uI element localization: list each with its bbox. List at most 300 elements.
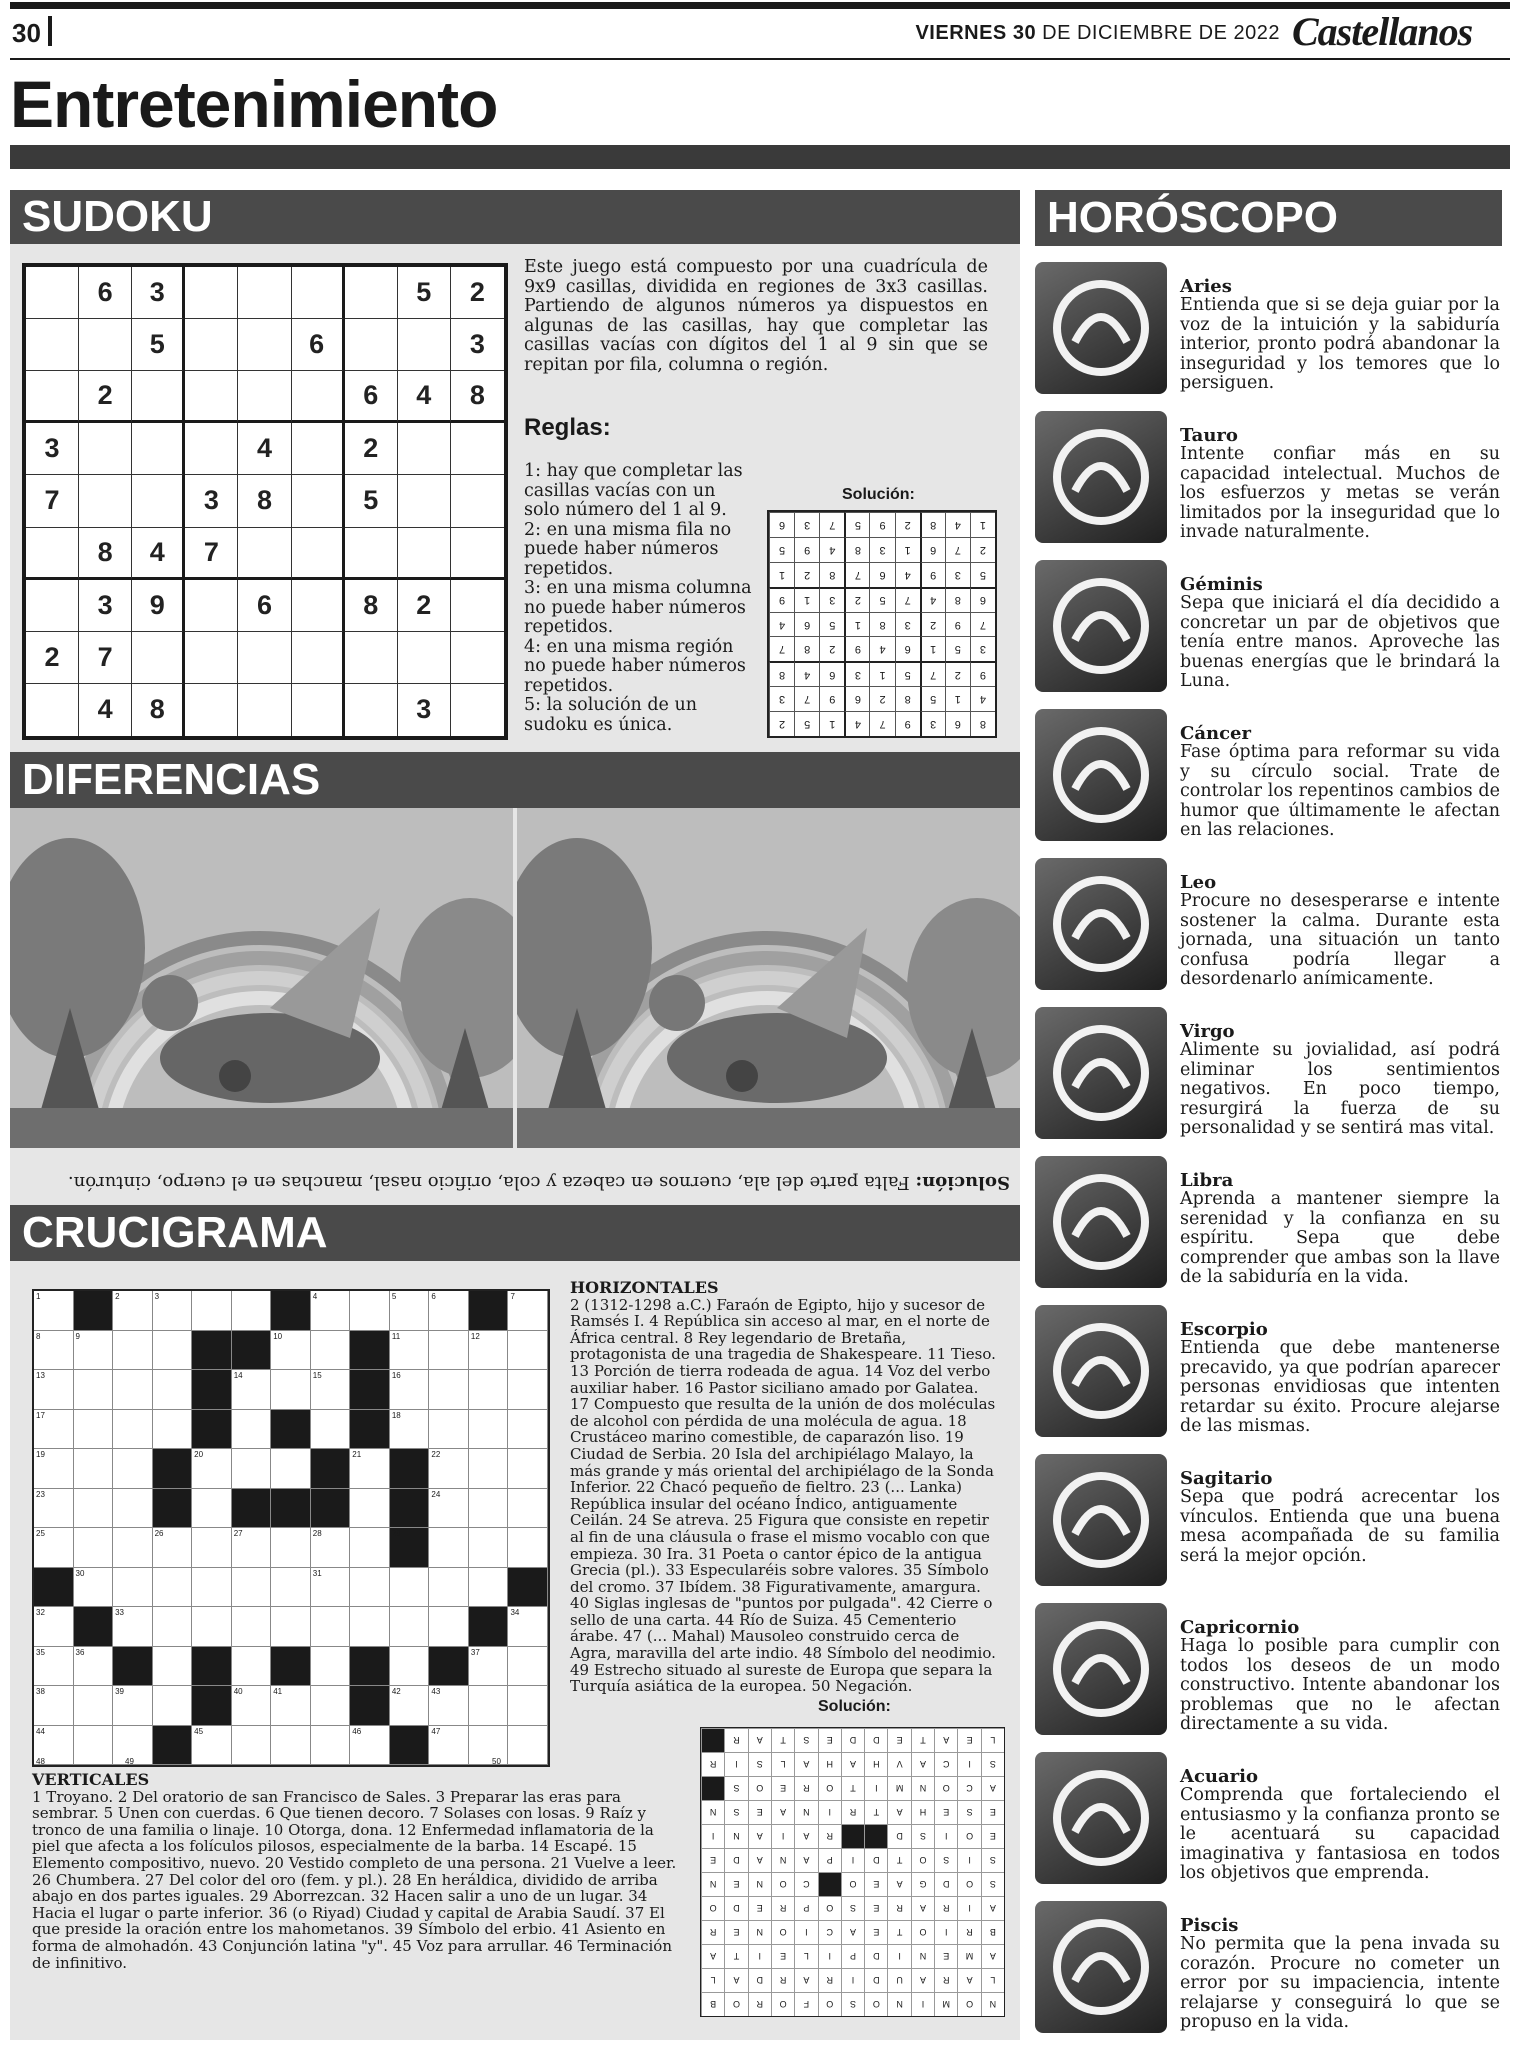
crossword-cell (74, 1528, 114, 1568)
crossword-cell (429, 1568, 469, 1608)
crossword-cell (469, 1331, 509, 1371)
crossword-black-cell (350, 1686, 390, 1726)
crossword-black-cell (350, 1647, 390, 1687)
rule-item: 1: hay que completar las casillas vacías con un solo número del 1 al 9. (524, 461, 743, 520)
crossword-solution-cell: I (934, 1824, 957, 1848)
crossword-solution-cell: I (887, 1944, 910, 1968)
crossword-cell (74, 1489, 114, 1529)
crossword-solution-cell: E (887, 1728, 910, 1752)
horoscope-sign-text: Comprenda que fortaleciendo el entusiasmo y la confianza pronto se le acentuará su capacidad imaginativa y fantasiosa en todos los objetivos que emprenda. (1180, 1785, 1500, 1883)
crossword-solution-cell: E (748, 1896, 771, 1920)
crossword-clue-number: 22 (431, 1450, 441, 1459)
sudoku-cell (26, 267, 79, 319)
sudoku-solution-cell: 7 (869, 711, 894, 736)
crossword-clue-number: 2 (115, 1292, 120, 1301)
sudoku-solution-cell: 9 (794, 537, 819, 562)
crossword-solution-cell: I (957, 1848, 980, 1872)
crossword-cell (390, 1686, 430, 1726)
crossword-cell (271, 1449, 311, 1489)
dateline: VIERNES 30 DE DICIEMBRE DE 2022 (915, 22, 1280, 44)
geminis-icon (1035, 560, 1167, 692)
sudoku-cell: 3 (26, 423, 79, 475)
crossword-black-cell (508, 1568, 548, 1608)
crossword-cell (508, 1410, 548, 1450)
sudoku-solution-cell: 8 (844, 537, 869, 562)
crossword-solution-cell: E (981, 1800, 1004, 1824)
crossword-cell (429, 1410, 469, 1450)
crossword-solution-cell (701, 1776, 724, 1800)
crossword-clue-number: 9 (75, 1331, 80, 1341)
crossword-solution-cell: E (981, 1824, 1004, 1848)
crossword-solution-cell: R (771, 1968, 794, 1992)
crossword-solution-cell: P (818, 1848, 841, 1872)
crossword-cell (390, 1607, 430, 1647)
sudoku-solution-cell: 6 (895, 636, 920, 661)
crossword-solution-cell: B (701, 1992, 724, 2016)
crossword-solution-cell: M (934, 1992, 957, 2016)
sudoku-solution-cell: 7 (794, 686, 819, 711)
crossword-solution-cell: E (934, 1800, 957, 1824)
crossword-cell (429, 1528, 469, 1568)
sudoku-cell (451, 632, 504, 684)
crossword-solution-cell: R (934, 1896, 957, 1920)
libra-icon (1035, 1156, 1167, 1288)
header-rule (10, 58, 1510, 60)
sudoku-solution-cell: 6 (869, 562, 894, 587)
crossword-solution-cell: E (818, 1728, 841, 1752)
crossword-cell (508, 1726, 548, 1766)
crossword-cell (74, 1647, 114, 1687)
crossword-clue-number: 32 (36, 1608, 45, 1617)
sudoku-solution-cell: 8 (794, 636, 819, 661)
sudoku-cell (451, 475, 504, 527)
sudoku-cell (238, 371, 291, 423)
sudoku-solution-cell: 8 (920, 512, 945, 537)
sudoku-cell (345, 684, 398, 736)
sudoku-cell (398, 632, 451, 684)
crossword-clue-number: 10 (273, 1331, 283, 1341)
crossword-clue-number: 41 (273, 1687, 283, 1696)
crossword-solution-cell: I (934, 1920, 957, 1944)
crossword-cell (508, 1528, 548, 1568)
sudoku-cell (345, 632, 398, 684)
crossword-clue-number: 20 (194, 1450, 204, 1459)
sudoku-solution-cell: 5 (794, 711, 819, 736)
sudoku-cell (185, 580, 238, 632)
crossword-cell (390, 1647, 430, 1687)
sudoku-solution-cell: 9 (945, 612, 970, 637)
crossword-cell (350, 1489, 390, 1529)
verticales-clues: 1 Troyano. 2 Del oratorio de san Francisco de Sales. 3 Preparar las eras para sembrar. 5 Unen con cuerdas. 6 Que tienen decoro. 7 Solases con losas. 9 Raíz y tronco de una familia o linaje. 10 Otorga, dona. 12 Enfermedad inflamatoria de la piel que afecta a los folículos pilosos, especialmente de la barba. 14 Escapé. 15 Elemento compositivo, nuevo. 20 Vestido completo de una persona. 21 Vuelve a leer. 26 Chumbera. 27 Del color del oro (fem. y pl.). 28 En heráldica, dividido de arriba abajo en dos partes iguales. 29 Aborrezcan. 32 Hacen salir a uno de un lugar. 34 Hacia el lugar o parte inferior. 36 (o Riyad) Ciudad y capital de Arabia Saudí. 37 El que preside la oración entre los mahometanos. 39 Símbolo del erbio. 41 Asiento en forma de almohadón. 43 Conjunción latina "y". 45 Voz para arrullar. 46 Terminación de infinitivo. (32, 1787, 677, 1972)
crossword-solution-cell: A (911, 1896, 934, 1920)
crossword-cell (34, 1489, 74, 1529)
sudoku-solution-cell: 5 (819, 612, 844, 637)
crossword-cell (192, 1568, 232, 1608)
crossword-black-cell (429, 1647, 469, 1687)
sudoku-cell: 4 (238, 423, 291, 475)
crossword-solution-cell: H (864, 1752, 887, 1776)
crossword-solution-cell: R (818, 1824, 841, 1848)
sudoku-solution-cell: 3 (869, 537, 894, 562)
crossword-solution-cell: R (724, 1728, 747, 1752)
sudoku-solution-cell: 2 (794, 562, 819, 587)
aries-icon (1035, 262, 1167, 394)
crossword-cell (34, 1449, 74, 1489)
crossword-solution-cell: O (771, 1920, 794, 1944)
sudoku-cell (292, 423, 345, 475)
section-title: Entretenimiento (10, 67, 498, 141)
sudoku-cell (79, 423, 132, 475)
crossword-solution-cell: I (701, 1824, 724, 1848)
crossword-cell (429, 1726, 469, 1766)
crossword-cell (232, 1291, 272, 1331)
crossword-cell (350, 1291, 390, 1331)
sudoku-solution-cell: 6 (920, 537, 945, 562)
sudoku-solution-cell: 5 (895, 661, 920, 686)
sudoku-solution-cell: 7 (970, 612, 995, 637)
crossword-cell (113, 1489, 153, 1529)
crossword-cell (74, 1449, 114, 1489)
sudoku-solution-cell: 7 (769, 636, 794, 661)
crossword-black-cell (192, 1647, 232, 1687)
sudoku-solution-cell: 8 (869, 612, 894, 637)
horoscope-sign-text: Haga lo posible para cumplir con todos los deseos de un modo constructivo. Intente abandonar los problemas que no le afectan directamente a su vida. (1180, 1636, 1500, 1734)
sudoku-solution-cell: 8 (970, 711, 995, 736)
crossword-cell (271, 1568, 311, 1608)
crossword-clue-number: 37 (470, 1647, 480, 1657)
sudoku-solution-cell: 4 (945, 512, 970, 537)
sudoku-cell (185, 632, 238, 684)
crossword-solution-cell: R (887, 1896, 910, 1920)
crossword-solution-cell: S (794, 1728, 817, 1752)
crossword-clue-number: 28 (312, 1529, 322, 1538)
sudoku-cell: 6 (79, 267, 132, 319)
crossword-cell (113, 1686, 153, 1726)
sudoku-cell (185, 684, 238, 736)
sudoku-solution-cell: 1 (945, 686, 970, 711)
crossword-black-cell (153, 1726, 193, 1766)
crossword-solution-cell: R (701, 1920, 724, 1944)
sudoku-cell (292, 267, 345, 319)
crossword-solution-cell: O (724, 1992, 747, 2016)
crossword-clue-number: 3 (154, 1292, 160, 1301)
crossword-solution-cell: S (981, 1752, 1004, 1776)
crossword-solution-cell: N (724, 1824, 747, 1848)
crossword-solution-cell: T (771, 1728, 794, 1752)
crossword-cell (390, 1568, 430, 1608)
crossword-clue-number: 25 (36, 1529, 45, 1538)
rule-item: 3: en una misma columna no puede haber números repetidos. (524, 578, 752, 637)
sudoku-cell (185, 423, 238, 475)
crossword-cell (113, 1331, 153, 1371)
sudoku-solution-cell: 3 (945, 562, 970, 587)
sudoku-cell: 4 (132, 528, 185, 580)
sudoku-solution-cell: 6 (970, 587, 995, 612)
sudoku-solution-cell: 1 (819, 711, 844, 736)
crossword-solution-cell: I (841, 1848, 864, 1872)
crossword-solution-cell: A (841, 1920, 864, 1944)
crossword-solution-cell: O (771, 1992, 794, 2016)
crossword-black-cell (271, 1489, 311, 1529)
crossword-cell (350, 1726, 390, 1766)
sudoku-solution-cell: 4 (769, 612, 794, 637)
crossword-solution-cell: E (957, 1728, 980, 1752)
crossword-clue-number: 31 (312, 1568, 322, 1578)
sudoku-solution-cell: 9 (869, 512, 894, 537)
sudoku-solution-cell: 9 (769, 587, 794, 612)
sudoku-cell: 6 (345, 371, 398, 423)
sudoku-cell: 2 (79, 371, 132, 423)
crossword-solution-cell: O (748, 1776, 771, 1800)
crossword-clue-number: 46 (352, 1726, 362, 1736)
crossword-clue-number: 5 (391, 1292, 397, 1301)
crossword-cell (469, 1726, 509, 1766)
crossword-solution-grid (700, 1727, 1005, 2017)
crossword-solution-cell: S (934, 1848, 957, 1872)
crossword-black-cell (390, 1528, 430, 1568)
diferencias-banner: DIFERENCIAS (10, 752, 1020, 808)
sudoku-solution-cell: 2 (970, 537, 995, 562)
sudoku-solution-cell: 3 (920, 711, 945, 736)
crossword-clue-number: 14 (233, 1371, 243, 1380)
sudoku-cell (398, 423, 451, 475)
crossword-cell (153, 1370, 193, 1410)
crossword-black-cell (153, 1489, 193, 1529)
crossword-solution-cell: O (864, 1992, 887, 2016)
sudoku-cell (238, 684, 291, 736)
sudoku-cell (292, 632, 345, 684)
crossword-cell (508, 1607, 548, 1647)
crossword-solution-cell: E (771, 1776, 794, 1800)
crossword-cell (429, 1449, 469, 1489)
crossword-cell (232, 1607, 272, 1647)
sudoku-solution-cell: 8 (769, 661, 794, 686)
crossword-solution-cell: I (911, 1992, 934, 2016)
crossword-clue-number: 26 (154, 1529, 164, 1538)
crossword-cell (311, 1607, 351, 1647)
sudoku-cell: 3 (398, 684, 451, 736)
crossword-cell (311, 1647, 351, 1687)
crossword-cell (469, 1647, 509, 1687)
crossword-solution-cell: N (911, 1944, 934, 1968)
crossword-verticales (32, 1772, 680, 1971)
sudoku-cell (345, 267, 398, 319)
sudoku-solution-cell: 2 (945, 661, 970, 686)
crossword-solution-cell: N (911, 1776, 934, 1800)
crossword-solution-cell: A (748, 1848, 771, 1872)
crossword-clue-number: 4 (312, 1292, 318, 1301)
sudoku-banner: SUDOKU (10, 190, 1020, 244)
crossword-black-cell (469, 1291, 509, 1331)
sudoku-cell (398, 528, 451, 580)
crossword-cell (232, 1726, 272, 1766)
crossword-solution-cell: R (957, 1920, 980, 1944)
crossword-cell (153, 1686, 193, 1726)
sudoku-solution-cell: 1 (844, 612, 869, 637)
sudoku-solution-cell: 4 (869, 636, 894, 661)
crossword-cell (74, 1410, 114, 1450)
crossword-solution-cell: N (771, 1848, 794, 1872)
crossword-solution-cell: A (934, 1728, 957, 1752)
sudoku-solution-cell: 6 (819, 661, 844, 686)
horoscope-sign-name: Aries (1180, 276, 1232, 297)
horoscope-sign-text: Alimente su jovialidad, así podrá eliminar los sentimientos negativos. En poco tiempo, resurgirá la fuerza de su personalidad y se sentirá mas vital. (1180, 1040, 1500, 1138)
crossword-clue-number: 49 (125, 1757, 134, 1766)
crossword-solution-cell: C (818, 1920, 841, 1944)
sudoku-cell: 8 (132, 684, 185, 736)
sudoku-cell: 3 (185, 475, 238, 527)
crossword-solution-cell: O (911, 1920, 934, 1944)
crossword-clue-number: 29 (391, 1529, 401, 1538)
piscis-icon (1035, 1901, 1167, 2033)
crossword-clue-number: 50 (492, 1757, 501, 1766)
sudoku-cell (292, 580, 345, 632)
crossword-solution-cell (841, 1824, 864, 1848)
sudoku-cell (398, 319, 451, 371)
sudoku-cell: 5 (345, 475, 398, 527)
crossword-cell (429, 1686, 469, 1726)
sudoku-solution-cell: 3 (819, 587, 844, 612)
crossword-black-cell (74, 1291, 114, 1331)
crossword-solution-cell: C (957, 1776, 980, 1800)
crossword-cell (469, 1489, 509, 1529)
crossword-cell (113, 1370, 153, 1410)
crossword-solution-cell: O (771, 1872, 794, 1896)
crossword-clue-number: 6 (431, 1292, 436, 1301)
sudoku-cell (292, 475, 345, 527)
sudoku-cell (185, 319, 238, 371)
crossword-cell (113, 1528, 153, 1568)
crossword-solution-cell: A (794, 1824, 817, 1848)
crossword-solution-cell: A (887, 1872, 910, 1896)
crossword-cell (192, 1449, 232, 1489)
crossword-solution-cell: A (981, 1896, 1004, 1920)
horoscope-sign-name: Capricornio (1180, 1617, 1300, 1638)
horoscope-sign-text: Entienda que si se deja guiar por la voz de la intuición y la sabiduría interior, pronto podrá abandonar la inseguridad y los temores que lo persiguen. (1180, 295, 1500, 393)
sagitario-icon (1035, 1454, 1167, 1586)
sudoku-cell (238, 319, 291, 371)
sudoku-solution-cell: 9 (895, 711, 920, 736)
crossword-cell (271, 1370, 311, 1410)
crossword-cell (74, 1568, 114, 1608)
sudoku-solution-cell: 1 (869, 661, 894, 686)
crossword-solution-cell: O (818, 1776, 841, 1800)
crossword-solution-cell: R (934, 1968, 957, 1992)
sudoku-solution-cell: 6 (769, 512, 794, 537)
crossword-cell (271, 1726, 311, 1766)
crossword-solution-cell: N (701, 1800, 724, 1824)
sudoku-solution-cell: 5 (945, 636, 970, 661)
rules-list (524, 462, 756, 735)
sudoku-cell (132, 423, 185, 475)
crossword-solution-cell: E (771, 1944, 794, 1968)
crossword-solution-cell: E (748, 1800, 771, 1824)
sudoku-cell: 2 (26, 632, 79, 684)
sudoku-cell (451, 580, 504, 632)
crossword-cell (350, 1449, 390, 1489)
sudoku-solution-cell: 5 (920, 686, 945, 711)
sudoku-solution-cell: 8 (945, 587, 970, 612)
crossword-solution-cell: T (887, 1920, 910, 1944)
horoscope-sign-text: Aprenda a mantener siempre la serenidad y la confianza en su espíritu. Sepa que debe comprender que ambas son la llave de la sabiduría en la vida. (1180, 1189, 1500, 1287)
crossword-cell (429, 1370, 469, 1410)
tauro-icon (1035, 411, 1167, 543)
crossword-clue-number: 16 (391, 1371, 401, 1380)
crossword-solution-cell: N (748, 1872, 771, 1896)
sudoku-solution-grid (767, 510, 997, 738)
crossword-black-cell (192, 1686, 232, 1726)
crossword-cell (469, 1528, 509, 1568)
crossword-cell (34, 1291, 74, 1331)
crossword-clue-number: 24 (431, 1489, 441, 1499)
crossword-cell (153, 1528, 193, 1568)
crossword-solution-cell: O (957, 1824, 980, 1848)
crucigrama-banner: CRUCIGRAMA (10, 1205, 1020, 1261)
crossword-clue-number: 43 (431, 1687, 441, 1696)
crossword-clue-number: 42 (391, 1687, 401, 1696)
crossword-solution-cell: D (864, 1728, 887, 1752)
sudoku-solution-cell: 1 (920, 636, 945, 661)
crossword-solution-cell: A (794, 1848, 817, 1872)
crossword-cell (232, 1528, 272, 1568)
sudoku-solution-cell: 8 (895, 686, 920, 711)
crossword-solution-cell: R (818, 1968, 841, 1992)
sudoku-cell: 5 (398, 267, 451, 319)
crossword-clue-number: 36 (75, 1647, 85, 1657)
crossword-cell (34, 1331, 74, 1371)
crossword-solution-cell: A (981, 1944, 1004, 1968)
horoscope-sign-text: Sepa que podrá acrecentar los vínculos. Entienda que una buena mesa acompañada de su familia será la mejor opción. (1180, 1487, 1500, 1566)
sudoku-cell (451, 684, 504, 736)
crossword-cell (192, 1528, 232, 1568)
crossword-solution-cell: I (957, 1896, 980, 1920)
crossword-solution-cell: A (981, 1776, 1004, 1800)
crossword-solution-cell: N (701, 1872, 724, 1896)
crossword-clue-number: 1 (36, 1292, 41, 1301)
crossword-solution-cell: L (794, 1944, 817, 1968)
crossword-clue-number: 34 (510, 1608, 520, 1617)
horizontales-clues: 2 (1312-1298 a.C.) Faraón de Egipto, hijo y sucesor de Ramsés I. 4 República sin acceso al mar, en el norte de África central. 8 Rey legendario de Bretaña, protagonista de una tragedia de Shakespeare. 11 Tieso. 13 Porción de tierra rodeada de agua. 14 Voz del verbo auxiliar haber. 16 Pastor siciliano amado por Galatea. 17 Compuesto que resulta de la unión de dos moléculas de alcohol con pérdida de una molécula de agua. 18 Crustáceo marino comestible, de caparazón liso. 19 Ciudad de Serbia. 20 Isla del archipiélago Malayo, la más grande y más oriental del archipiélago de la Sonda Inferior. 22 Chacó pequeño de fieltro. 23 (... Lanka) República insular del océano Índico, antiguamente Ceilán. 24 Se atreva. 25 Figura que consiste en repetir al fin de una cláusula o frase el mismo vocablo con que empieza. 30 Ira. 31 Poeta o cantor épico de la antigua Grecia (pl.). 33 Especularéis sobre valores. 35 Símbolo del cromo. 37 Ibídem. 38 Figurativamente, amargura. 40 Siglas inglesas de "puntos por pulgada". 42 Cierre o sello de una carta. 44 Río de Suiza. 45 Cementerio árabe. 47 (... Mahal) Mausoleo construido cerca de Agra, maravilla del arte indio. 48 Símbolo del neodimio. 49 Estrecho situado al sureste de Europa que separa la Turquía asiática de la europea. 50 Negación. (570, 1295, 996, 1696)
horoscope-sign-name: Escorpio (1180, 1319, 1268, 1340)
crossword-solution-cell: N (981, 1992, 1004, 2016)
sudoku-solution-cell: 9 (819, 686, 844, 711)
crossword-clue-number: 45 (194, 1726, 204, 1736)
page-number: 30 (12, 18, 41, 48)
horoscope-sign-text: No permita que la pena invada su corazón. Procure no cometer un error por su impaciencia, intente relajarse y conseguirá lo que se propuso en la vida. (1180, 1934, 1500, 2032)
sudoku-solution-cell: 7 (945, 537, 970, 562)
crossword-black-cell (390, 1449, 430, 1489)
crossword-solution-cell: S (724, 1776, 747, 1800)
sudoku-cell (185, 267, 238, 319)
crossword-cell (508, 1449, 548, 1489)
crossword-cell (153, 1291, 193, 1331)
crossword-black-cell (390, 1726, 430, 1766)
crossword-cell (192, 1489, 232, 1529)
sudoku-cell: 6 (238, 580, 291, 632)
crossword-solution-cell: D (864, 1944, 887, 1968)
sudoku-solution-cell: 1 (794, 587, 819, 612)
crossword-solution-cell: A (748, 1824, 771, 1848)
sudoku-solution-cell: 2 (819, 636, 844, 661)
sudoku-cell (26, 580, 79, 632)
sudoku-cell (26, 371, 79, 423)
sudoku-cell (79, 319, 132, 371)
crossword-solution-cell: I (818, 1800, 841, 1824)
crossword-solution-cell: O (818, 1896, 841, 1920)
crossword-cell (311, 1726, 351, 1766)
crossword-cell (508, 1489, 548, 1529)
crossword-cell (469, 1370, 509, 1410)
